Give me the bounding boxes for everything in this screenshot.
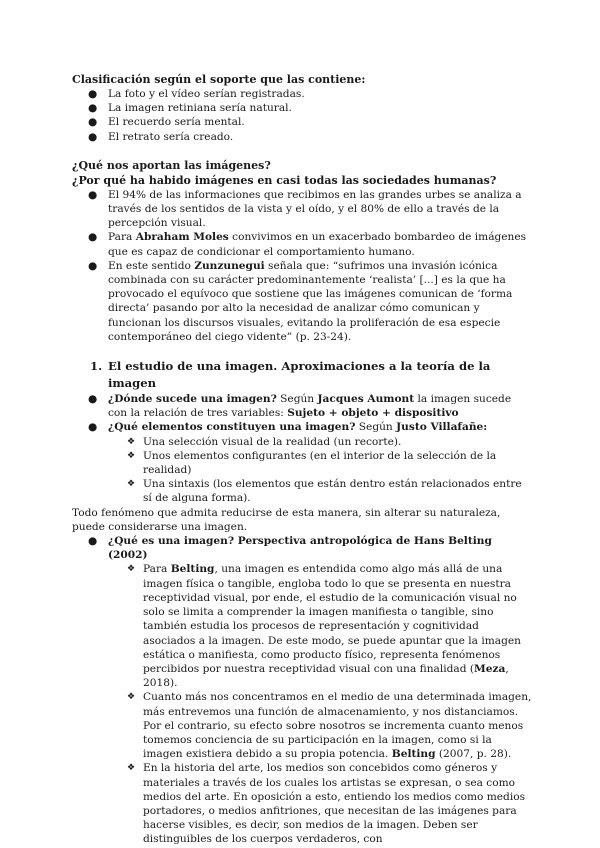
sub-list-item: ❖ Unos elementos configurantes (en el interior de la selección de la realidad) — [127, 449, 497, 477]
author-name: Justo Villafañe: — [396, 421, 488, 434]
document-page — [72, 72, 532, 847]
list-item: ● ¿Qué es una imagen? Perspectiva antropológica de Hans Belting (2002) — [88, 535, 492, 562]
bullet-icon: ● — [88, 393, 98, 406]
author-name: Zunzunegui — [194, 259, 265, 272]
sub-list-item: ❖ Para Belting, una imagen es entendida como algo más allá de una imagen física o tangible, engloba todo lo que se presenta en nuestra receptividad visual, por ende, el estudio de la comunicación visual no solo se limita a comprender la imagen manifiesta o tangible, sino también estudia los procesos de representación y cognitividad asociados a la imagen. De este modo, se puede apuntar que la imagen estática o manifiesta, como producto físico, representa fenómenos percibidos por nuestra receptividad visual con una finalidad (Meza, 2018). — [127, 563, 521, 690]
bullet-icon: ● — [88, 535, 98, 548]
body-paragraph: Todo fenómeno que admita reducirse de esta manera, sin alterar su naturaleza, puede considerarse una imagen. — [72, 506, 501, 533]
question-heading: ¿Qué nos aportan las imágenes? — [72, 158, 271, 172]
list-item: ● La imagen retiniana sería natural. — [88, 102, 292, 115]
author-name: Belting — [391, 748, 436, 761]
list-item: ● ¿Dónde sucede una imagen? Según Jacques Aumont la imagen sucede con la relación de tres variables: Sujeto + objeto + dispositivo — [88, 393, 512, 420]
bullet-icon: ● — [88, 231, 98, 244]
sub-list-item: ❖ En la historia del arte, los medios son concebidos como géneros y materiales a través de los cuales los artistas se expresan, o sea como medios del arte. En oposición a esto, entiendo los medios como medios portadores, o medios anfitriones, que necesitan de las imágenes para hacerse visibles, es decir, son medios de la imagen. Deben ser distinguibles de los cuerpos verdaderos, con — [127, 762, 526, 846]
bullet-icon: ● — [88, 188, 98, 201]
section-heading-classification: Clasificación según el soporte que las contiene: — [72, 73, 366, 86]
diamond-bullet-icon: ❖ — [127, 436, 136, 447]
diamond-bullet-icon: ❖ — [127, 479, 136, 490]
list-item: ● La foto y el vídeo serían registradas. — [88, 88, 305, 100]
bullet-icon: ● — [88, 130, 98, 143]
author-name: Belting — [170, 563, 215, 576]
list-item: ● El 94% de las informaciones que recibimos en las grandes urbes se analiza a través de los sentidos de la vista y el oído, y el 80% de ello a través de la percepción visual. — [88, 188, 522, 230]
diamond-bullet-icon: ❖ — [127, 450, 136, 461]
bullet-icon: ● — [88, 88, 98, 100]
diamond-bullet-icon: ❖ — [127, 763, 136, 774]
list-item: ● ¿Qué elementos constituyen una imagen? Según Justo Villafañe: — [88, 421, 488, 434]
author-name: Meza — [474, 662, 506, 675]
list-item: ● El retrato sería creado. — [88, 130, 234, 143]
diamond-bullet-icon: ❖ — [127, 692, 136, 703]
sub-list-item: ❖ Cuanto más nos concentramos en el medio de una determinada imagen, más entrevemos una función de almacenamiento, y nos distanciamos. Por el contrario, su efecto sobre nosotros se incrementa cuanto menos tomemos conciencia de su participación en la imagen, como si la imagen existiera debido a su propia potencia. Belting (2007, p. 28). — [127, 691, 532, 761]
sub-list-item: ❖ Una selección visual de la realidad (un recorte). — [127, 435, 402, 448]
list-item: ● Para Abraham Moles convivimos en un exacerbado bombardeo de imágenes que es capaz de condicionar el comportamiento humano. — [88, 231, 527, 258]
section-number: 1. — [90, 359, 103, 374]
list-item: ● En este sentido Zunzunegui señala que: “sufrimos una invasión icónica combinada con su carácter predominantemente ‘realista’ [...] es la que ha provocado el equívoco que sostiene que las imágenes comunican de ‘forma directa’ pasando por alto la necesidad de analizar cómo comunican y funcionan los discursos visuales, evitando la proliferación de esa especie contemporáneo del ciego vidente” (p. 23-24). — [88, 259, 513, 343]
bullet-icon: ● — [88, 259, 98, 272]
diamond-bullet-icon: ❖ — [127, 564, 136, 575]
numbered-section-title: 1. El estudio de una imagen. Aproximaciones a la teoría de la imagen — [90, 359, 491, 391]
question-heading: ¿Por qué ha habido imágenes en casi todas las sociedades humanas? — [72, 173, 497, 187]
sub-list-item: ❖ Una sintaxis (los elementos que están dentro están relacionados entre sí de alguna forma). — [127, 478, 522, 505]
author-name: Jacques Aumont — [317, 393, 415, 406]
bullet-icon: ● — [88, 116, 98, 129]
bullet-icon: ● — [88, 102, 98, 115]
author-name: Abraham Moles — [135, 231, 229, 244]
list-item: ● El recuerdo sería mental. — [88, 116, 245, 129]
bullet-icon: ● — [88, 421, 98, 434]
